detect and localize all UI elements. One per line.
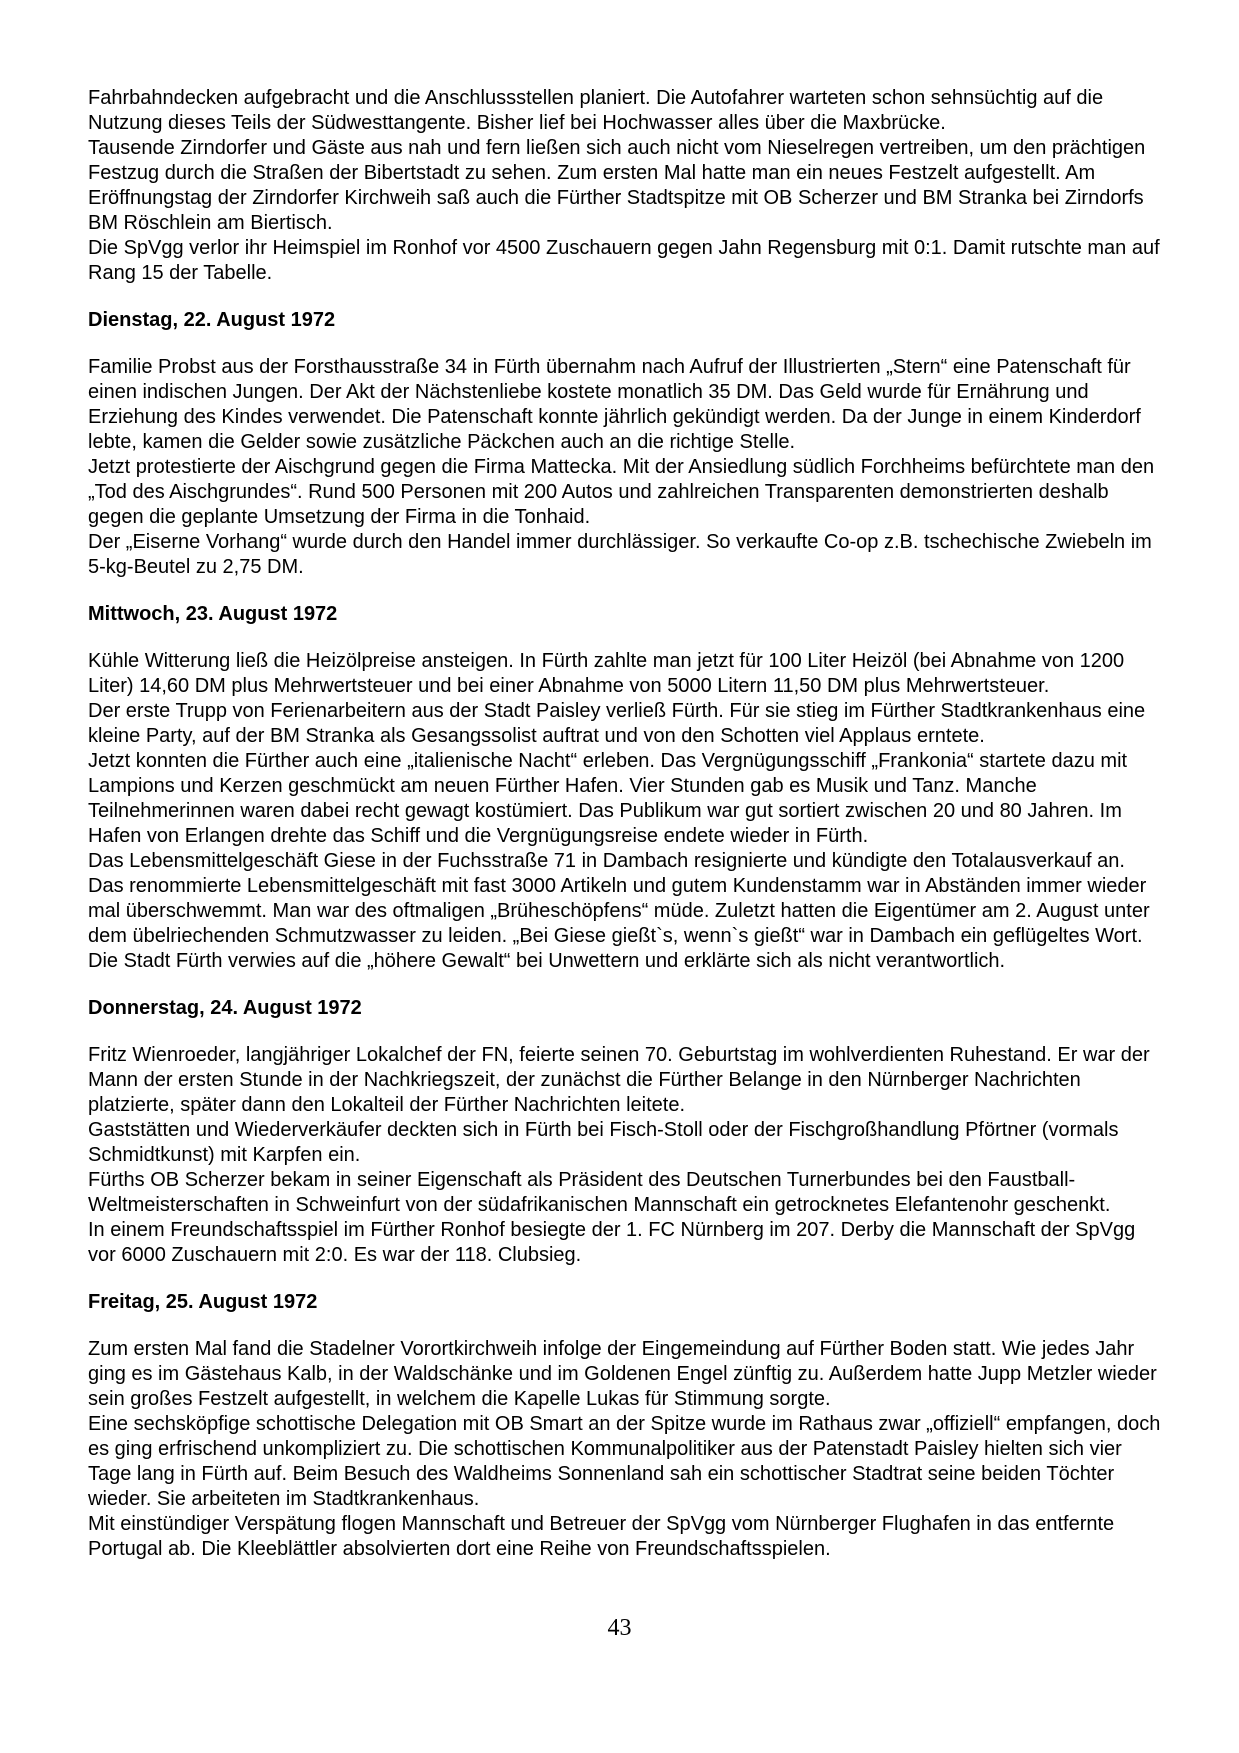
paragraph: Kühle Witterung ließ die Heizölpreise ansteigen. In Fürth zahlte man jetzt für 100 Liter Heizöl (bei Abnahme von 1200 Liter) 14,60 DM plus Mehrwertsteuer und bei einer Abnahme von 5000 Litern 11,50 DM plus Mehrwertsteuer. <box>88 650 1125 697</box>
paragraph: Tausende Zirndorfer und Gäste aus nah und fern ließen sich auch nicht vom Nieselregen vertreiben, um den prächtigen Festzug durch die Straßen der Bibertstadt zu sehen. Zum ersten Mal hatte man ein neues Festzelt aufgestellt. Am Eröffnungstag der Zirndorfer Kirchweih saß auch die Fürther Stadtspitze mit OB Scherzer und BM Stranka bei Zirndorfs BM Röschlein am Biertisch. <box>88 137 1146 234</box>
paragraph: Zum ersten Mal fand die Stadelner Vorortkirchweih infolge der Eingemeindung auf Fürther Boden statt. Wie jedes Jahr ging es im Gästehaus Kalb, in der Waldschänke und im Goldenen Engel zünftig zu. Außerdem hatte Jupp Metzler wieder sein großes Festzelt aufgestellt, in welchem die Kapelle Lukas für Stimmung sorgte. <box>88 1338 1157 1410</box>
paragraph: Mit einstündiger Verspätung flogen Mannschaft und Betreuer der SpVgg vom Nürnberger Flughafen in das entfernte Portugal ab. Die Kleeblättler absolvierten dort eine Reihe von Freundschaftsspielen. <box>88 1513 1115 1560</box>
paragraph: Fritz Wienroeder, langjähriger Lokalchef der FN, feierte seinen 70. Geburtstag im wohlverdienten Ruhestand. Er war der Mann der ersten Stunde in der Nachkriegszeit, der zunächst die Fürther Belange in den Nürnberger Nachrichten platzierte, später dann den Lokalteil der Fürther Nachrichten leitete. <box>88 1044 1150 1116</box>
paragraph: Fürths OB Scherzer bekam in seiner Eigenschaft als Präsident des Deutschen Turnerbundes bei den Faustball-Weltmeisterschaften in Schweinfurt von der südafrikanischen Mannschaft ein getrocknetes Elefantenohr geschenkt. <box>88 1169 1111 1216</box>
paragraph: Das Lebensmittelgeschäft Giese in der Fuchsstraße 71 in Dambach resignierte und kündigte den Totalausverkauf an. Das renommierte Lebensmittelgeschäft mit fast 3000 Artikeln und gutem Kundenstamm war in Abständen immer wieder mal überschwemmt. Man war des oftmaligen „Brüheschöpfens“ müde. Zuletzt hatten die Eigentümer am 2. August unter dem übelriechenden Schmutzwasser zu leiden. „Bei Giese gießt`s, wenn`s gießt“ war in Dambach ein geflügeltes Wort. Die Stadt Fürth verwies auf die „höhere Gewalt“ bei Unwettern und erklärte sich als nicht verantwortlich. <box>88 850 1150 972</box>
paragraph: Familie Probst aus der Forsthausstraße 34 in Fürth übernahm nach Aufruf der Illustrierten „Stern“ eine Patenschaft für einen indischen Jungen. Der Akt der Nächstenliebe kostete monatlich 35 DM. Das Geld wurde für Ernährung und Erziehung des Kindes verwendet. Die Patenschaft konnte jährlich gekündigt werden. Da der Junge in einem Kinderdorf lebte, kamen die Gelder sowie zusätzliche Päckchen auch an die richtige Stelle. <box>88 356 1141 453</box>
paragraph: Der „Eiserne Vorhang“ wurde durch den Handel immer durchlässiger. So verkaufte Co-op z.B. tschechische Zwiebeln im 5-kg-Beutel zu 2,75 DM. <box>88 531 1152 578</box>
paragraph: Die SpVgg verlor ihr Heimspiel im Ronhof vor 4500 Zuschauern gegen Jahn Regensburg mit 0:1. Damit rutschte man auf Rang 15 der Tabelle. <box>88 237 1160 284</box>
day-heading: Donnerstag, 24. August 1972 <box>88 997 362 1019</box>
day-heading: Freitag, 25. August 1972 <box>88 1291 318 1313</box>
page-number: 43 <box>607 1615 632 1641</box>
paragraph: Jetzt konnten die Fürther auch eine „italienische Nacht“ erleben. Das Vergnügungsschiff „Frankonia“ startete dazu mit Lampions und Kerzen geschmückt am neuen Fürther Hafen. Vier Stunden gab es Musik und Tanz. Manche Teilnehmerinnen waren dabei recht gewagt kostümiert. Das Publikum war gut sortiert zwischen 20 und 80 Jahren. Im Hafen von Erlangen drehte das Schiff und die Vergnügungsreise endete wieder in Fürth. <box>88 750 1128 847</box>
paragraph: Eine sechsköpfige schottische Delegation mit OB Smart an der Spitze wurde im Rathaus zwar „offiziell“ empfangen, doch es ging erfrischend unkompliziert zu. Die schottischen Kommunalpolitiker aus der Patenstadt Paisley hielten sich vier Tage lang in Fürth auf. Beim Besuch des Waldheims Sonnenland sah ein schottischer Stadtrat seine beiden Töchter wieder. Sie arbeiteten im Stadtkrankenhaus. <box>88 1413 1161 1510</box>
paragraph: Fahrbahndecken aufgebracht und die Anschlussstellen planiert. Die Autofahrer warteten schon sehnsüchtig auf die Nutzung dieses Teils der Südwesttangente. Bisher lief bei Hochwasser alles über die Maxbrücke. <box>88 87 1104 134</box>
day-heading: Mittwoch, 23. August 1972 <box>88 603 338 625</box>
paragraph: Gaststätten und Wiederverkäufer deckten sich in Fürth bei Fisch-Stoll oder der Fischgroßhandlung Pförtner (vormals Schmidtkunst) mit Karpfen ein. <box>88 1119 1119 1166</box>
paragraph: Der erste Trupp von Ferienarbeitern aus der Stadt Paisley verließ Fürth. Für sie stieg im Fürther Stadtkrankenhaus eine kleine Party, auf der BM Stranka als Gesangssolist auftrat und von den Schotten viel Applaus erntete. <box>88 700 1146 747</box>
page-footer <box>0 1614 1239 1712</box>
paragraph: In einem Freundschaftsspiel im Fürther Ronhof besiegte der 1. FC Nürnberg im 207. Derby die Mannschaft der SpVgg vor 6000 Zuschauern mit 2:0. Es war der 118. Clubsieg. <box>88 1219 1136 1266</box>
paragraph: Jetzt protestierte der Aischgrund gegen die Firma Mattecka. Mit der Ansiedlung südlich Forchheims befürchtete man den „Tod des Aischgrundes“. Rund 500 Personen mit 200 Autos und zahlreichen Transparenten demonstrierten deshalb gegen die geplante Umsetzung der Firma in die Tonhaid. <box>88 456 1155 528</box>
day-heading: Dienstag, 22. August 1972 <box>88 309 336 331</box>
